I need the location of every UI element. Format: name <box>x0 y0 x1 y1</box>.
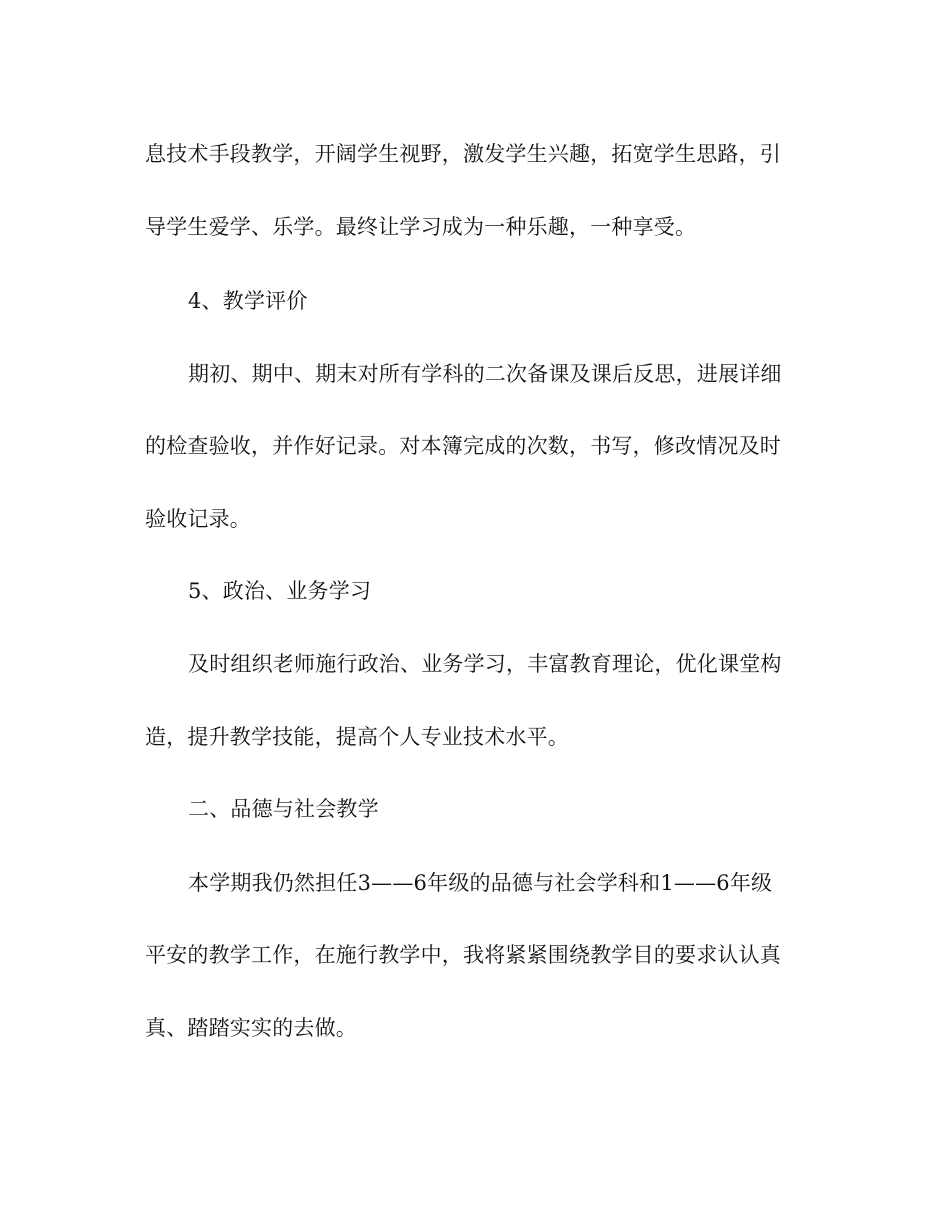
paragraph-line: 造，提升教学技能，提高个人专业技术水平。 <box>145 725 569 749</box>
paragraph-line: 验收记录。 <box>145 507 251 531</box>
section-heading: 4、教学评价 <box>188 289 308 313</box>
paragraph-line: 真、踏踏实实的去做。 <box>145 1016 357 1040</box>
paragraph-line: 的检查验收，并作好记录。对本簿完成的次数，书写，修改情况及时 <box>145 434 781 458</box>
section-heading: 二、品德与社会教学 <box>188 797 379 821</box>
paragraph-line: 平安的教学工作，在施行教学中，我将紧紧围绕教学目的要求认认真 <box>145 943 781 967</box>
paragraph-line: 及时组织老师施行政治、业务学习，丰富教育理论，优化课堂构 <box>188 652 782 676</box>
paragraph-line: 本学期我仍然担任3——6年级的品德与社会学科和1——6年级 <box>188 871 773 895</box>
paragraph-line: 息技术手段教学，开阔学生视野，激发学生兴趣，拓宽学生思路，引 <box>145 142 781 166</box>
paragraph-line: 期初、期中、期末对所有学科的二次备课及课后反思，进展详细 <box>188 362 782 386</box>
paragraph-line: 导学生爱学、乐学。最终让学习成为一种乐趣，一种享受。 <box>145 215 697 239</box>
section-heading: 5、政治、业务学习 <box>188 579 372 603</box>
